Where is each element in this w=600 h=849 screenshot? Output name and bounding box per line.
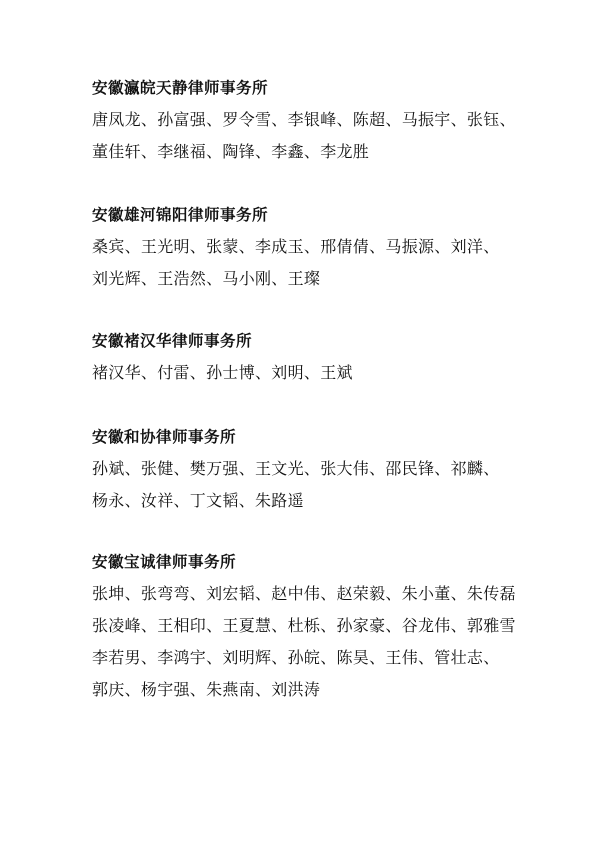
lawyer-name-list [92, 584, 532, 712]
lawyer-names-line: 唐凤龙、孙富强、罗令雪、李银峰、陈超、马振宇、张钰、 [92, 110, 516, 129]
lawyer-names-line: 李若男、李鸿宇、刘明辉、孙皖、陈昊、王伟、管壮志、 [92, 648, 500, 667]
law-firm-section [92, 78, 532, 174]
law-firm-section [92, 331, 532, 395]
law-firm-section [92, 427, 532, 523]
lawyer-names-line: 刘光辉、王浩然、马小刚、王璨 [92, 269, 321, 288]
lawyer-names-line: 张凌峰、王相印、王夏慧、杜栎、孙家豪、谷龙伟、郭雅雪 [92, 616, 516, 635]
law-firm-title: 安徽褚汉华律师事务所 [92, 332, 253, 350]
lawyer-name-list [92, 459, 532, 523]
lawyer-names-line: 杨永、汝祥、丁文韬、朱路遥 [92, 491, 304, 510]
lawyer-names-line: 郭庆、杨宇强、朱燕南、刘洪涛 [92, 680, 321, 699]
law-firm-title: 安徽瀛皖天静律师事务所 [92, 79, 269, 97]
lawyer-names-line: 张坤、张弯弯、刘宏韬、赵中伟、赵荣毅、朱小董、朱传磊 [92, 584, 516, 603]
lawyer-names-line: 孙斌、张健、樊万强、王文光、张大伟、邵民锋、祁麟、 [92, 459, 500, 478]
lawyer-names-line: 桑宾、王光明、张蒙、李成玉、邢倩倩、马振源、刘洋、 [92, 237, 500, 256]
law-firm-title: 安徽宝诚律师事务所 [92, 553, 237, 571]
lawyer-names-line: 褚汉华、付雷、孙士博、刘明、王斌 [92, 363, 353, 382]
law-firm-section [92, 205, 532, 301]
lawyer-names-line: 董佳轩、李继福、陶锋、李鑫、李龙胜 [92, 142, 370, 161]
law-firm-title: 安徽雄河锦阳律师事务所 [92, 206, 269, 224]
lawyer-name-list [92, 110, 532, 174]
lawyer-name-list [92, 363, 532, 395]
law-firm-title: 安徽和协律师事务所 [92, 428, 237, 446]
lawyer-name-list [92, 237, 532, 301]
law-firm-section [92, 552, 532, 712]
